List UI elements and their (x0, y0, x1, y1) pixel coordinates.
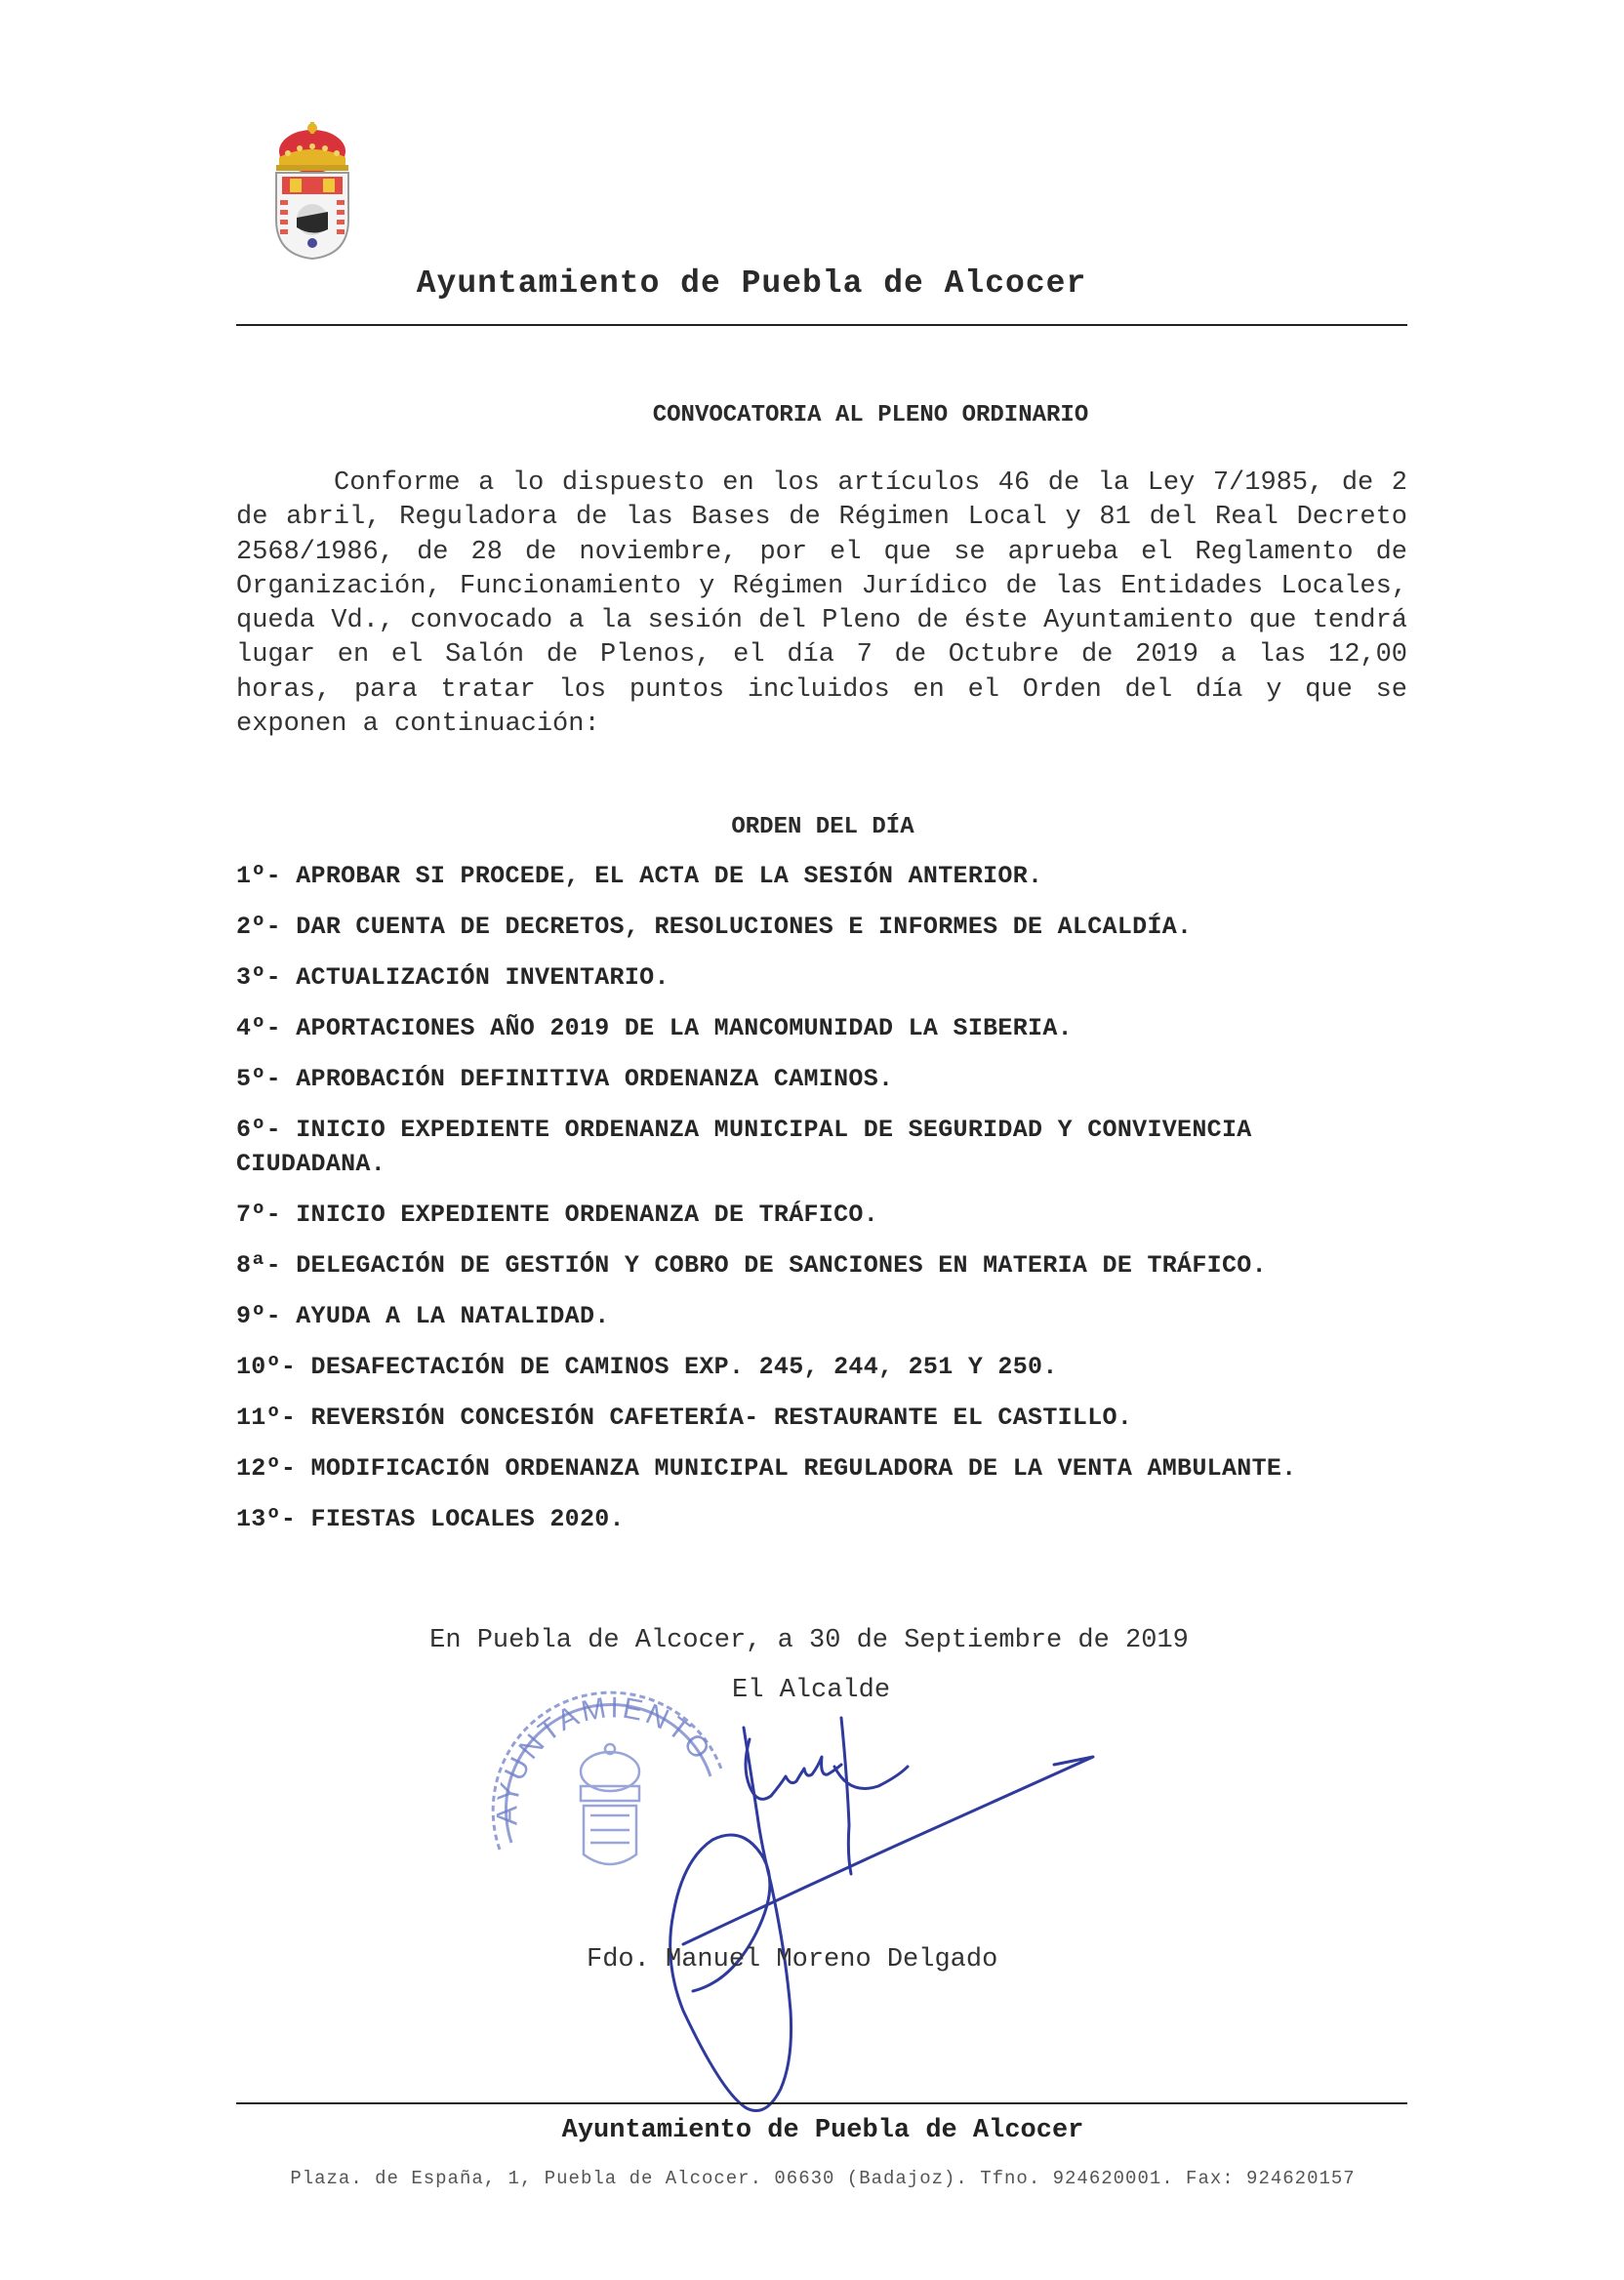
agenda-item: 8ª- DELEGACIÓN DE GESTIÓN Y COBRO DE SANCIONES EN MATERIA DE TRÁFICO. (236, 1251, 1267, 1280)
agenda-item: 7º- INICIO EXPEDIENTE ORDENANZA DE TRÁFICO. (236, 1201, 879, 1229)
agenda-item: 9º- AYUDA A LA NATALIDAD. (236, 1302, 610, 1330)
agenda-item: 13º- FIESTAS LOCALES 2020. (236, 1505, 625, 1533)
signer-role: El Alcalde (732, 1676, 891, 1705)
header-title: Ayuntamiento de Puebla de Alcocer (416, 265, 1087, 302)
agenda-item: 6º- INICIO EXPEDIENTE ORDENANZA MUNICIPAL DE SEGURIDAD Y CONVIVENCIA CIUDADANA. (236, 1116, 1252, 1178)
agenda-item: 1º- APROBAR SI PROCEDE, EL ACTA DE LA SESIÓN ANTERIOR. (236, 862, 1043, 890)
convocation-body: Conforme a lo dispuesto en los artículos 46 de la Ley 7/1985, de 2 de abril, Reguladora de las Bases de Régimen Local y 81 del Real Decreto 2568/1986, de 28 de noviembre, por el que se aprueba el Reglamento de Organización, Funcionamiento y Régimen Jurídico de las Entidades Locales, queda Vd., convocado a la sesión del Pleno de éste Ayuntamiento que tendrá lugar en el Salón de Plenos, el día 7 de Octubre de 2019 a las 12,00 horas, para tratar los puntos incluidos en el Orden del día y que se exponen a continuación: (236, 468, 1407, 740)
agenda-item: 10º- DESAFECTACIÓN DE CAMINOS EXP. 245, 244, 251 Y 250. (236, 1353, 1058, 1381)
document-title: CONVOCATORIA AL PLENO ORDINARIO (652, 402, 1089, 428)
agenda-item: 3º- ACTUALIZACIÓN INVENTARIO. (236, 963, 670, 992)
place-and-date: En Puebla de Alcocer, a 30 de Septiembre de 2019 (429, 1626, 1189, 1655)
agenda-title: ORDEN DEL DÍA (731, 814, 914, 840)
signer-name: Fdo. Manuel Moreno Delgado (587, 1945, 998, 1975)
agenda-item: 12º- MODIFICACIÓN ORDENANZA MUNICIPAL REGULADORA DE LA VENTA AMBULANTE. (236, 1454, 1297, 1483)
agenda-item: 2º- DAR CUENTA DE DECRETOS, RESOLUCIONES E INFORMES DE ALCALDÍA. (236, 913, 1193, 941)
footer-divider (236, 2102, 1407, 2104)
stamp-text: AYUNTAMIENTO (491, 1691, 718, 1826)
footer-title: Ayuntamiento de Puebla de Alcocer (561, 2116, 1084, 2145)
agenda-list (236, 859, 1339, 1553)
agenda-item: 4º- APORTACIONES AÑO 2019 DE LA MANCOMUNIDAD LA SIBERIA. (236, 1014, 1073, 1042)
agenda-item: 11º- REVERSIÓN CONCESIÓN CAFETERÍA- RESTAURANTE EL CASTILLO. (236, 1404, 1133, 1432)
agenda-item: 5º- APROBACIÓN DEFINITIVA ORDENANZA CAMINOS. (236, 1065, 894, 1093)
footer-address: Plaza. de España, 1, Puebla de Alcocer. 06630 (Badajoz). Tfno. 924620001. Fax: 924620157 (290, 2168, 1356, 2189)
coat-of-arms-icon (268, 122, 356, 261)
signature-icon (586, 1659, 1132, 2128)
header-divider (236, 324, 1407, 326)
